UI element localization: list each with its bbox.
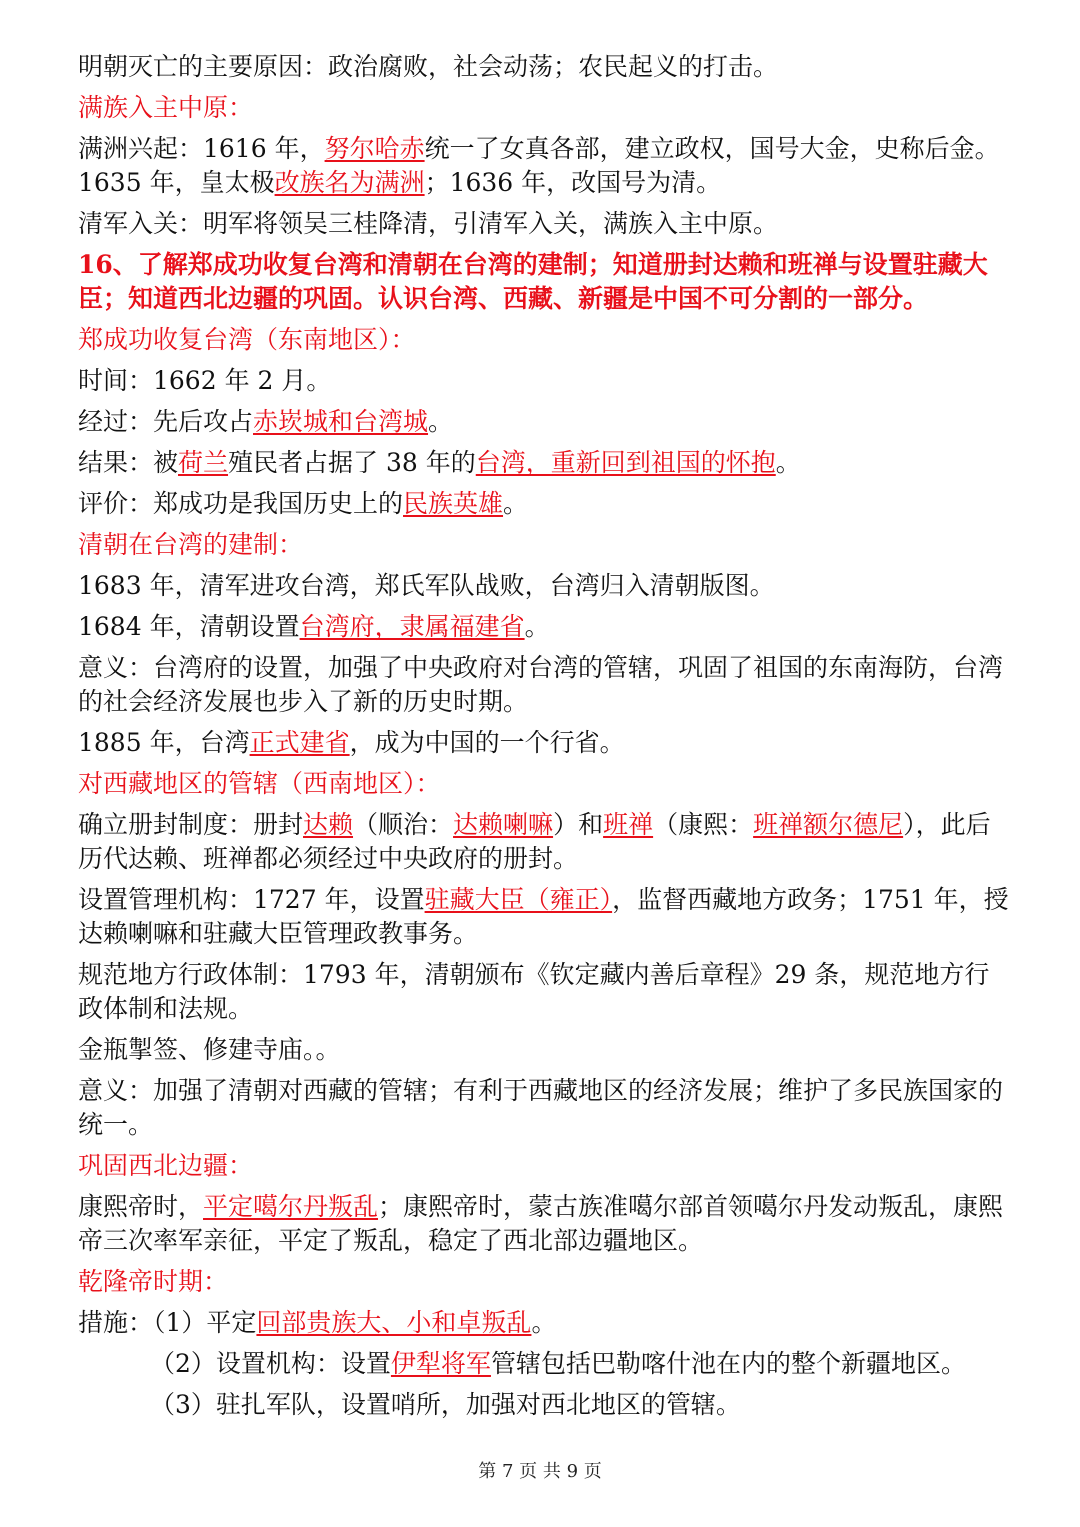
taiwan-1684: [78, 610, 1010, 644]
keyword: 伊犁将军: [390, 1349, 491, 1378]
text: ，监督西藏地方政务；1751 年，授达赖喇嘛和驻藏大臣管理政教事务。: [78, 885, 1009, 948]
tibet-regulations: 规范地方行政体制：1793 年，清朝颁布《钦定藏内善后章程》29 条，规范地方行政体制和法规。: [78, 960, 990, 1023]
keyword: 台湾府，隶属福建省: [299, 612, 525, 641]
keyword: 赤崁城和台湾城: [253, 407, 429, 436]
text: 经过：先后攻占: [78, 407, 254, 436]
tibet-admin-body: [78, 883, 1010, 951]
text: 管辖包括巴勒喀什池在内的整个新疆地区。: [490, 1349, 966, 1378]
text: 统一了女真各部，建立政权，国号大金，史称后金。1635 年，皇太极: [78, 134, 1000, 197]
section-16-heading: 16、了解郑成功收复台湾和清朝在台湾的建制；知道册封达赖和班禅与设置驻藏大臣；知道西北边疆的巩固。认识台湾、西藏、新疆是中国不可分割的一部分。: [78, 250, 988, 313]
text: 确立册封制度：册封: [78, 810, 304, 839]
text: ，成为中国的一个行省。: [349, 728, 625, 757]
text: 措施：（1）平定: [78, 1308, 257, 1337]
text: （顺治：: [353, 810, 454, 839]
keyword: 努尔哈赤: [324, 134, 425, 163]
keyword: 荷兰: [178, 448, 229, 477]
qing-enter-pass: 清军入关：明军将领吴三桂降清，引清军入关，满族入主中原。: [78, 209, 779, 238]
text: 评价：郑成功是我国历史上的: [78, 489, 404, 518]
heading-manzu: 满族入主中原：: [78, 93, 254, 122]
heading-northwest: 巩固西北边疆：: [78, 1151, 254, 1180]
tibet-significance: 意义：加强了清朝对西藏的管辖；有利于西藏地区的经济发展；维护了多民族国家的统一。: [78, 1076, 1004, 1139]
kangxi-galdan: [78, 1190, 1010, 1258]
text: ；1636 年，改国号为清。: [424, 168, 722, 197]
text: 。: [428, 407, 454, 436]
keyword: 班禅额尔德尼: [753, 810, 904, 839]
text: 。: [503, 489, 529, 518]
text: ；康熙帝时，蒙古族准噶尔部首领噶尔丹发动叛乱，康熙帝三次率军亲征，平定了叛乱，稳定了西北部边疆地区。: [78, 1192, 1004, 1255]
keyword: 达赖: [303, 810, 354, 839]
text: （2）设置机构：设置: [150, 1349, 391, 1378]
keyword: 回部贵族大、小和卓叛乱: [256, 1308, 532, 1337]
tibet-golden-urn: 金瓶掣签、修建寺庙。。: [78, 1035, 341, 1064]
qianlong-measure-2: [78, 1347, 1010, 1381]
ming-fall-reason: 明朝灭亡的主要原因：政治腐败，社会动荡；农民起义的打击。: [78, 52, 779, 81]
zheng-time: 时间：1662 年 2 月。: [78, 366, 332, 395]
zheng-evaluation: [78, 487, 1010, 521]
taiwan-1683: 1683 年，清军进攻台湾，郑氏军队战败，台湾归入清朝版图。: [78, 571, 775, 600]
keyword: 改族名为满洲: [274, 168, 425, 197]
tibet-investiture: [78, 808, 1010, 876]
qianlong-measure-3: （3）驻扎军队，设置哨所，加强对西北地区的管辖。: [150, 1390, 741, 1419]
heading-qing-taiwan: 清朝在台湾的建制：: [78, 530, 304, 559]
text: 1885 年，台湾: [78, 728, 250, 757]
manzhou-rise: [78, 132, 1010, 200]
keyword: 台湾，重新回到祖国的怀抱: [475, 448, 776, 477]
taiwan-significance: 意义：台湾府的设置，加强了中央政府对台湾的管辖，巩固了祖国的东南海防，台湾的社会经济发展也步入了新的历史时期。: [78, 653, 1004, 716]
heading-tibet: 对西藏地区的管辖（西南地区）：: [78, 769, 441, 798]
heading-qianlong: 乾隆帝时期：: [78, 1267, 229, 1296]
text: 。: [524, 612, 550, 641]
taiwan-1885: [78, 726, 1010, 760]
keyword: 平定噶尔丹叛乱: [203, 1192, 379, 1221]
text: 殖民者占据了 38 年的: [228, 448, 476, 477]
keyword: 达赖喇嘛: [453, 810, 554, 839]
text: ）和: [553, 810, 604, 839]
text: ），此后历代达赖、班禅都必须经过中央政府的册封。: [78, 810, 991, 873]
text: 。: [531, 1308, 557, 1337]
zheng-process: [78, 405, 1010, 439]
text: （康熙：: [653, 810, 754, 839]
qianlong-measure-1: [78, 1306, 1010, 1340]
text: 满洲兴起：1616 年，: [78, 134, 325, 163]
heading-zheng: 郑成功收复台湾（东南地区）：: [78, 325, 416, 354]
text: 康熙帝时，: [78, 1192, 204, 1221]
keyword: 驻藏大臣（雍正）: [424, 885, 613, 914]
text: 。: [775, 448, 801, 477]
zheng-result: [78, 446, 1010, 480]
text: 设置管理机构：1727 年，设置: [78, 885, 425, 914]
text: 结果：被: [78, 448, 179, 477]
page-footer: 第 7 页 共 9 页: [478, 1461, 602, 1482]
text: 1684 年，清朝设置: [78, 612, 300, 641]
document-page: [78, 50, 1010, 1429]
keyword: 正式建省: [249, 728, 350, 757]
keyword: 民族英雄: [403, 489, 504, 518]
keyword: 班禅: [603, 810, 654, 839]
